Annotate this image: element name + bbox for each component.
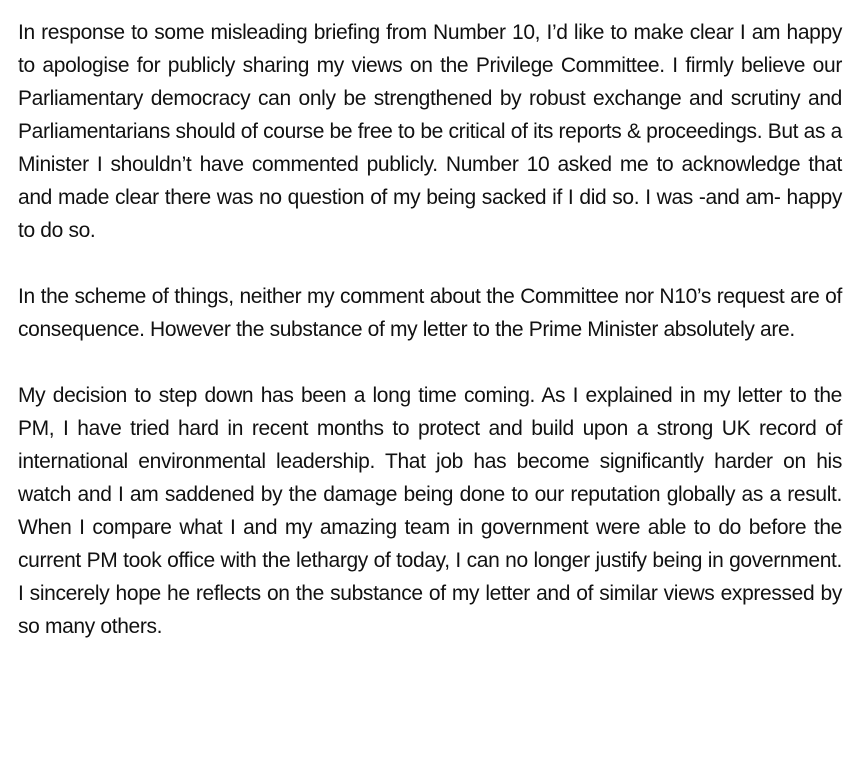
paragraph-decision: My decision to step down has been a long time coming. As I explained in my letter to the PM, I have tried hard in recent months to protect and build upon a strong UK record of international environmental leadership. That job has become significantly harder on his watch and I am saddened by the damage being done to our reputation globally as a result. When I compare what I and my amazing team in government were able to do before the current PM took office with the lethargy of today, I can no longer justify being in government. I sincerely hope he reflects on the substance of my letter and of similar views expressed by so many others. [18,384,842,638]
paragraph-apology: In response to some misleading briefing from Number 10, I’d like to make clear I am happy to apologise for publicly sharing my views on the Privilege Committee. I firmly believe our Parliamentary democracy can only be strengthened by robust exchange and scrutiny and Parliamentarians should of course be free to be critical of its reports & proceedings. But as a Minister I shouldn’t have commented publicly. Number 10 asked me to acknowledge that and made clear there was no question of my being sacked if I did so. I was -and am- happy to do so. [18,21,842,242]
paragraph-consequence: In the scheme of things, neither my comment about the Committee nor N10’s request are of consequence. However the substance of my letter to the Prime Minister absolutely are. [18,285,842,341]
